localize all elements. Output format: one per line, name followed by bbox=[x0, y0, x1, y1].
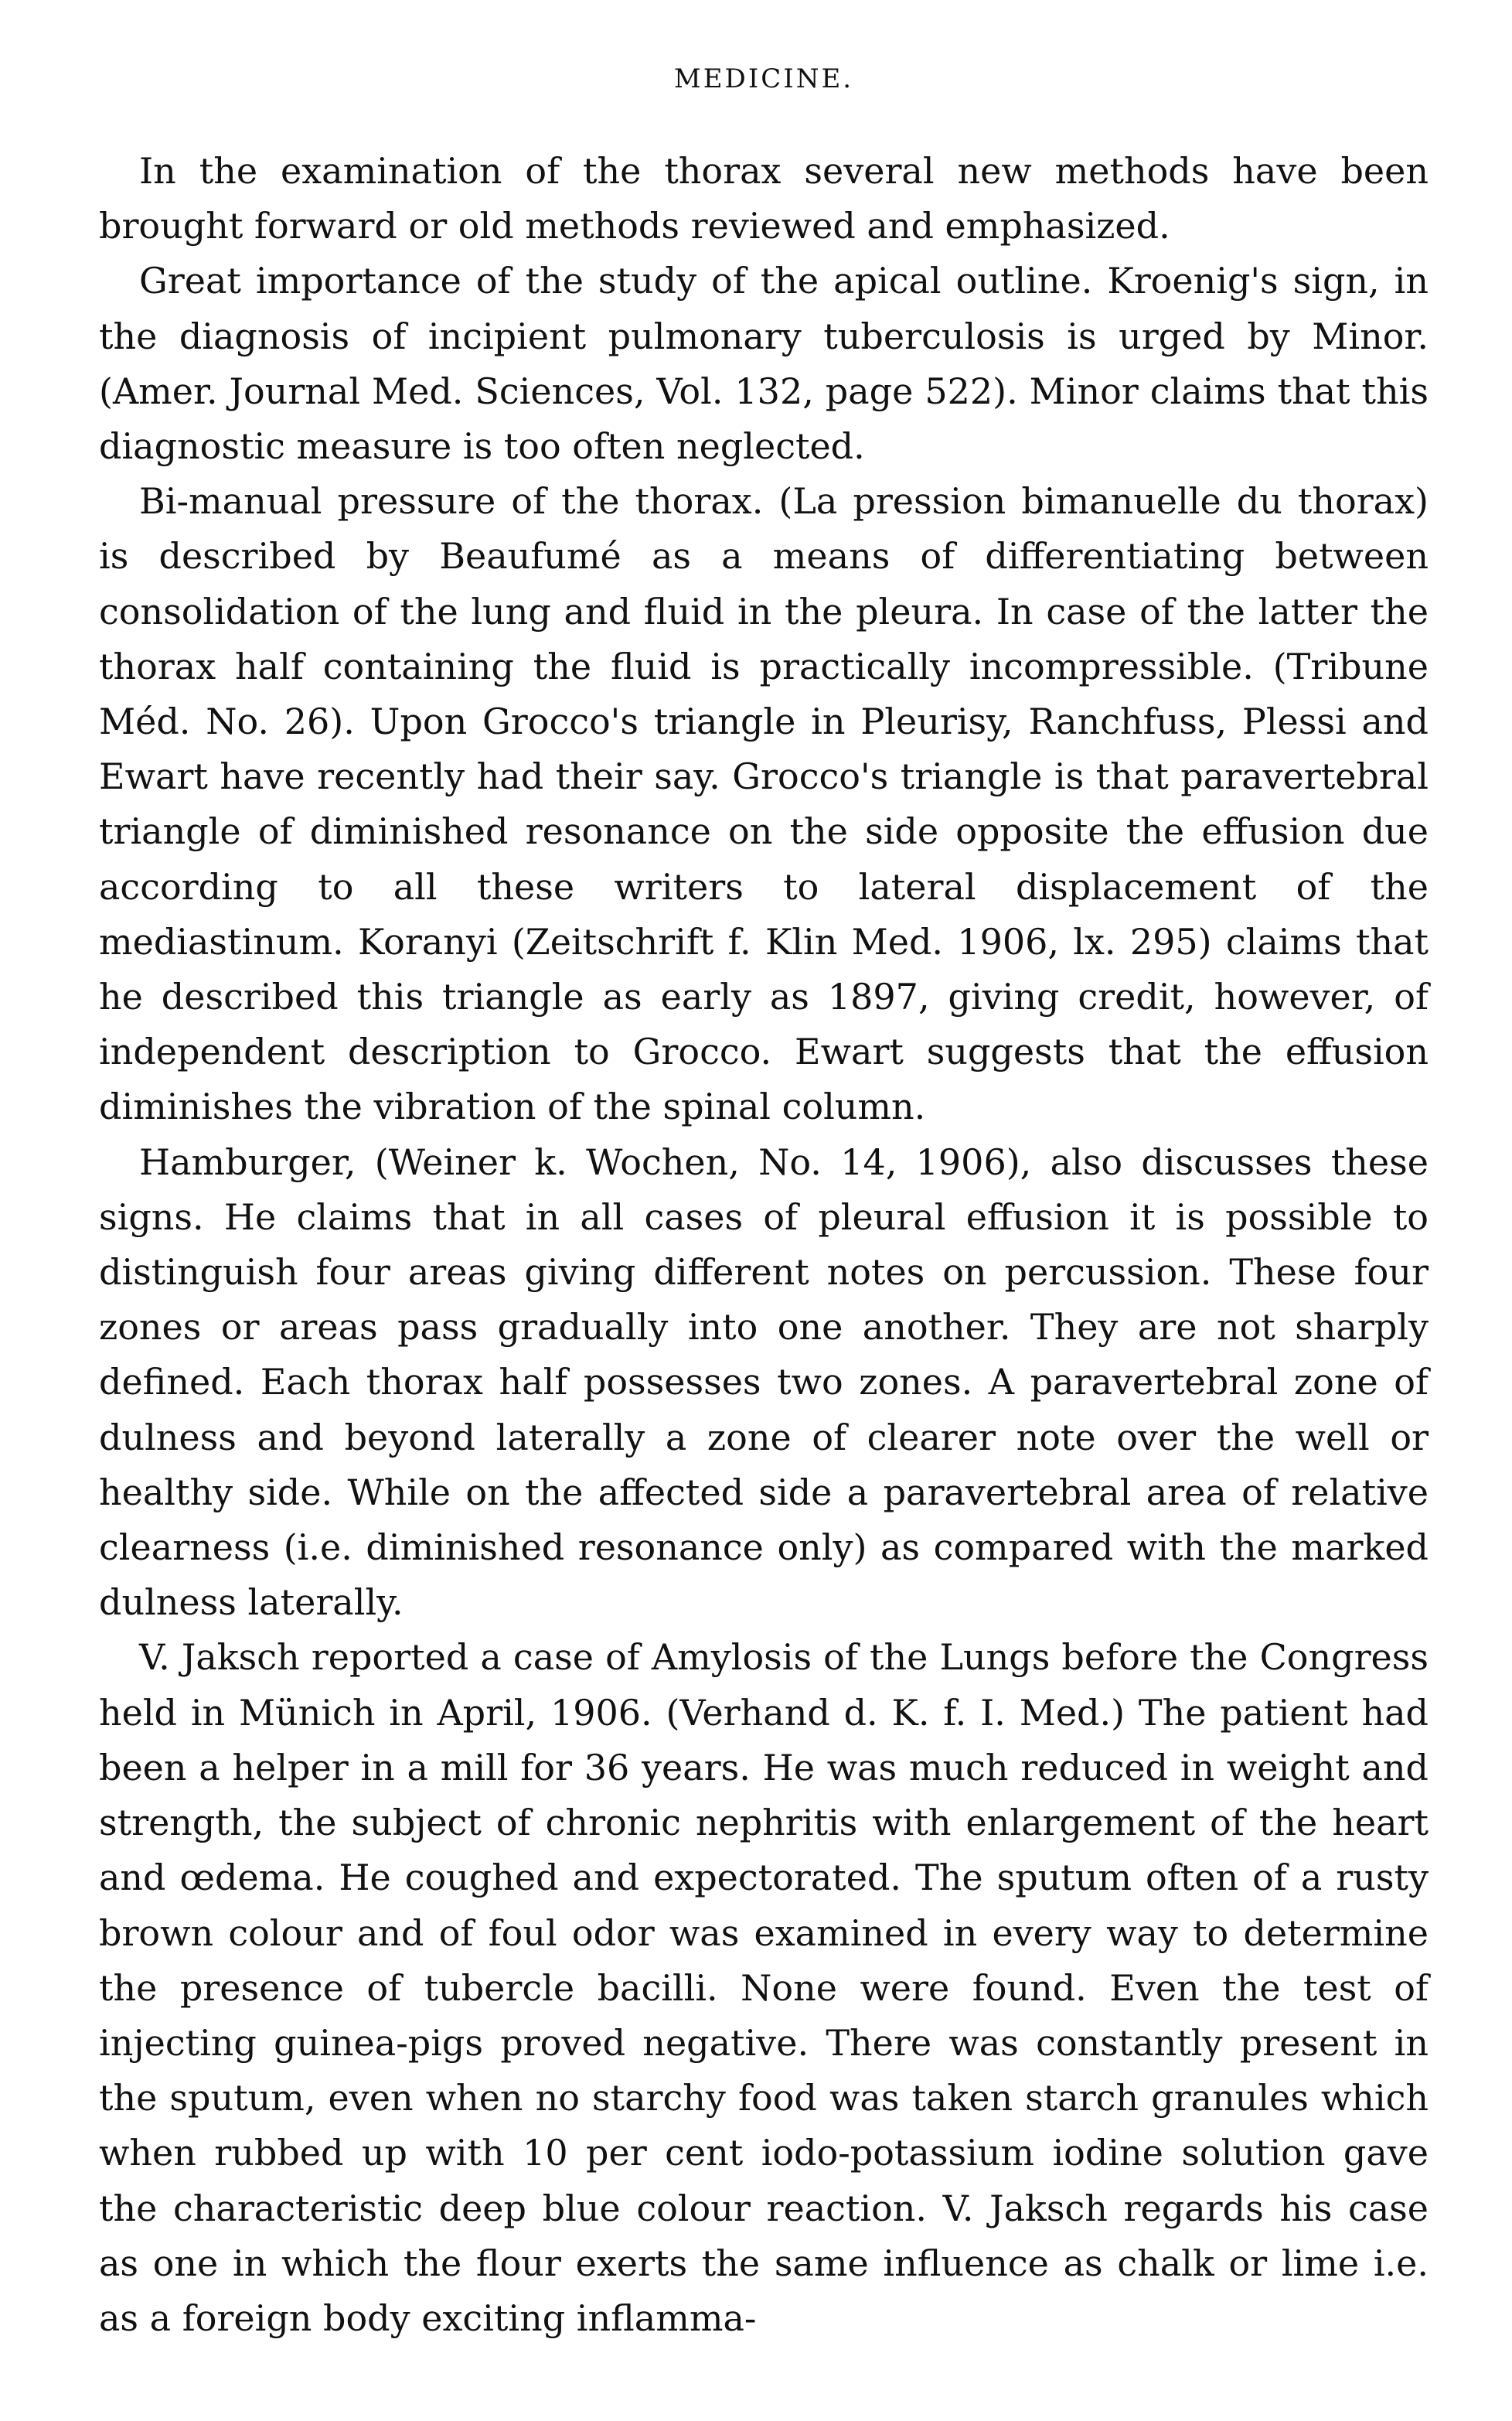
document-page bbox=[99, 62, 1429, 2346]
paragraph-kroenig-sign: Great importance of the study of the apical outline. Kroenig's sign, in the diagnosis of incipient pulmonary tuberculosis is urged by Minor. (Amer. Journal Med. Sciences, Vol. 132, page 522). Minor claims that this diagnostic measure is too often neglected. bbox=[99, 260, 1429, 468]
paragraph-thorax-methods: In the examination of the thorax several new methods have been brought forward or old methods reviewed and emphasized. bbox=[99, 150, 1429, 247]
paragraph-hamburger: Hamburger, (Weiner k. Wochen, No. 14, 1906), also discusses these signs. He claims that in all cases of pleural effusion it is possible to distinguish four areas giving different notes on percussion. These four zones or areas pass gradually into one another. They are not sharply defined. Each thorax half possesses two zones. A paravertebral zone of dulness and beyond laterally a zone of clearer note over the well or healthy side. While on the affected side a paravertebral area of relative clearness (i.e. diminished resonance only) as compared with the marked dulness laterally. bbox=[99, 1141, 1429, 1624]
running-head: MEDICINE. bbox=[673, 63, 854, 94]
paragraph-jaksch-amylosis: V. Jaksch reported a case of Amylosis of the Lungs before the Congress held in Münich in April, 1906. (Verhand d. K. f. I. Med.) The patient had been a helper in a mill for 36 years. He was much reduced in weight and strength, the subject of chronic nephritis with enlargement of the heart and œdema. He coughed and expectorated. The sputum often of a rusty brown colour and of foul odor was examined in every way to determine the presence of tubercle bacilli. None were found. Even the test of injecting guinea-pigs proved negative. There was constantly present in the sputum, even when no starchy food was taken starch granules which when rubbed up with 10 per cent iodo-potassium iodine solution gave the characteristic deep blue colour reaction. V. Jaksch regards his case as one in which the flour exerts the same influence as chalk or lime i.e. as a foreign body exciting inflamma- bbox=[99, 1636, 1429, 2339]
paragraph-bimanual-pressure: Bi-manual pressure of the thorax. (La pression bimanuelle du thorax) is described by Beaufumé as a means of differentiating between consolidation of the lung and fluid in the pleura. In case of the latter the thorax half containing the fluid is practically incompressible. (Tribune Méd. No. 26). Upon Grocco's triangle in Pleurisy, Ranchfuss, Plessi and Ewart have recently had their say. Grocco's triangle is that paravertebral triangle of diminished resonance on the side opposite the effusion due according to all these writers to lateral displacement of the mediastinum. Koranyi (Zeitschrift f. Klin Med. 1906, lx. 295) claims that he described this triangle as early as 1897, giving credit, however, of independent description to Grocco. Ewart suggests that the effusion diminishes the vibration of the spinal column. bbox=[99, 480, 1429, 1128]
